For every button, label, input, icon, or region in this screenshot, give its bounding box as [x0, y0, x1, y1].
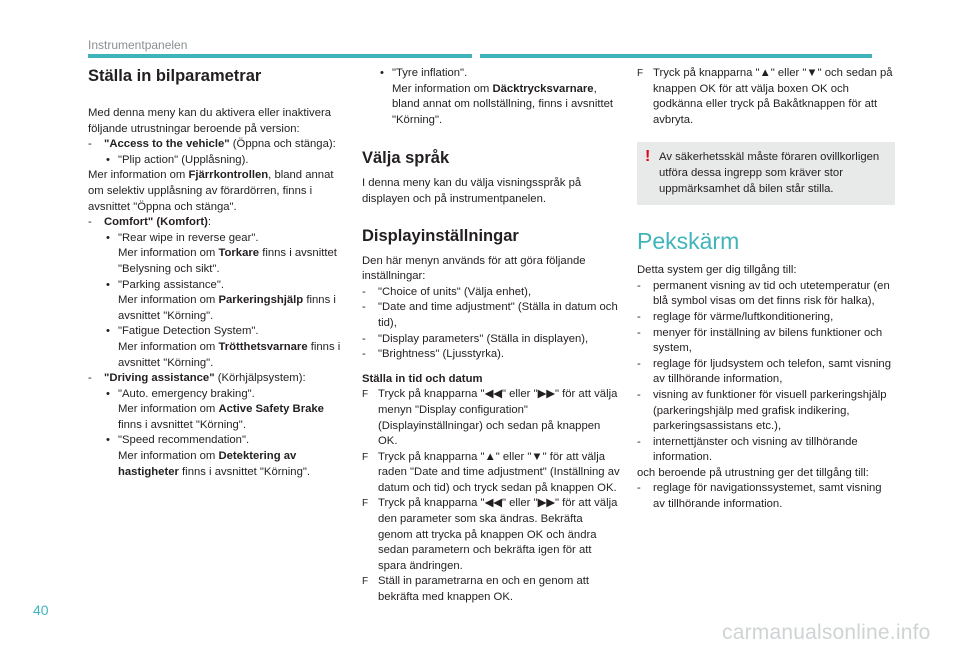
list-item-plip	[88, 153, 350, 169]
dash-marker: -	[88, 216, 92, 229]
page-number: 40	[33, 602, 49, 618]
header-divider-right	[480, 54, 872, 58]
step-item: F Tryck på knapparna "◀◀" eller "▶▶" för att välja den parameter som ska ändras. Bekräfta genom att trycka på knappen OK och ändra sedan parametern och bekräfta igen för att spara ändringen.	[362, 497, 618, 572]
plip-text: "Plip action" (Upplåsning).	[118, 153, 249, 166]
list-item-parking: • "Parking assistance". Mer information om Parkeringshjälp finns i avsnittet "Körning".	[106, 278, 336, 322]
step-marker-icon: F	[362, 389, 369, 401]
column-right	[637, 66, 893, 513]
step-item: F Tryck på knapparna "◀◀" eller "▶▶" för att välja menyn "Display configuration" (Displayinställningar) och sedan på knappen OK.	[362, 388, 618, 448]
access-desc: (Öppna och stänga):	[229, 138, 336, 151]
display-intro: Den här menyn används för att göra följande inställningar:	[362, 254, 586, 283]
list-item: - reglage för ljudsystem och telefon, samt visning av tillhörande information,	[637, 357, 891, 386]
extra-intro: och beroende på utrustning ger det tillgång till:	[637, 466, 869, 479]
list-item: - visning av funktioner för visuell parkeringshjälp (parkeringshjälp med grafisk indikering, parkeringsassistans etc.),	[637, 388, 887, 433]
bullet-marker: •	[106, 387, 110, 400]
section-label: Instrumentpanelen	[88, 38, 188, 52]
comfort-label: Comfort" (Komfort)	[104, 216, 208, 229]
list-item-speed: • "Speed recommendation". Mer information om Detektering av hastigheter finns i avsnittet "Körning".	[106, 434, 311, 478]
bullet-marker: •	[106, 278, 110, 291]
step-item: F Tryck på knapparna "▲" eller "▼" och sedan på knappen OK för att välja boxen OK och godkänna eller tryck på Bakåtknappen för att avbryta.	[637, 67, 893, 126]
list-item-tyre: • "Tyre inflation". Mer information om Däcktrycksvarnare, bland annat om nollställning, finns i avsnittet "Körning".	[380, 67, 614, 126]
warning-box	[637, 142, 895, 205]
bullet-marker: •	[106, 231, 110, 244]
intro-paragraph: Med denna meny kan du aktivera eller inaktivera följande utrustningar beroende på version:	[88, 107, 332, 135]
list-item: - "Choice of units" (Välja enhet),	[362, 285, 532, 298]
touch-intro: Detta system ger dig tillgång till:	[637, 264, 797, 277]
list-item: - reglage för navigationssystemet, samt visning av tillhörande information.	[637, 482, 882, 511]
heading-language: Välja språk	[362, 149, 450, 168]
list-item-rear-wipe: • "Rear wipe in reverse gear". Mer information om Torkare finns i avsnittet "Belysning och sikt".	[106, 231, 337, 275]
bullet-marker: •	[106, 434, 110, 447]
bullet-marker: •	[106, 153, 110, 166]
step-marker-icon: F	[362, 576, 369, 588]
bullet-marker: •	[380, 67, 384, 79]
step-marker-icon: F	[362, 498, 369, 510]
warning-icon: !	[645, 148, 651, 166]
list-item-driving: - "Driving assistance" (Körhjälpsystem):	[88, 371, 350, 387]
list-item: - reglage för värme/luftkonditionering,	[637, 310, 834, 323]
dash-marker: -	[88, 372, 92, 385]
dash-marker: -	[88, 138, 92, 151]
column-middle	[362, 66, 620, 606]
step-item: F Tryck på knapparna "▲" eller "▼" för att välja raden "Date and time adjustment" (Inställning av datum och tid) och tryck sedan på knappen OK.	[362, 450, 620, 494]
list-item-access	[88, 137, 350, 153]
list-item-fatigue: • "Fatigue Detection System". Mer information om Trötthetsvarnare finns i avsnittet "Körning".	[106, 325, 341, 369]
list-item: - menyer för inställning av bilens funktioner och system,	[637, 326, 883, 355]
list-item: - internettjänster och visning av tillhörande information.	[637, 435, 858, 464]
list-item-auto-brake: • "Auto. emergency braking". Mer information om Active Safety Brake finns i avsnittet "Körning".	[106, 387, 324, 431]
warning-text: Av säkerhetsskäl måste föraren ovillkorligen utföra dessa ingrepp som kräver stor uppmärksamhet då bilen står stilla.	[659, 151, 880, 195]
list-item: - "Date and time adjustment" (Ställa in datum och tid),	[362, 301, 618, 329]
remote-info: Mer information om Fjärrkontrollen, bland annat om selektiv upplåsning av förardörren, finns i avsnittet "Öppna och stänga".	[88, 169, 334, 213]
access-label: "Access to the vehicle"	[104, 138, 230, 151]
step-marker-icon: F	[362, 451, 369, 463]
list-item: - "Display parameters" (Ställa in displayen),	[362, 332, 589, 345]
watermark: carmanualsonline.info	[722, 621, 931, 644]
heading-touchscreen: Pekskärm	[637, 228, 740, 255]
step-marker-icon: F	[637, 68, 644, 79]
heading-display-settings: Displayinställningar	[362, 226, 519, 245]
list-item: - permanent visning av tid och utetemperatur (en blå symbol visas om det finns risk för halka),	[637, 279, 890, 308]
column-left	[88, 66, 350, 480]
language-text: I denna meny kan du välja visningsspråk på displayen och på instrumentpanelen.	[362, 177, 582, 205]
header-divider-left	[88, 54, 472, 58]
heading-vehicle-parameters: Ställa in bilparametrar	[88, 67, 262, 85]
step-item: F Ställ in parametrarna en och en genom att bekräfta med knappen OK.	[362, 575, 590, 604]
list-item-comfort: - Comfort" (Komfort):	[88, 215, 350, 231]
list-item: - "Brightness" (Ljusstyrka).	[362, 348, 505, 361]
heading-date-time: Ställa in tid och datum	[362, 372, 483, 385]
bullet-marker: •	[106, 325, 110, 338]
driving-label: "Driving assistance"	[104, 372, 215, 385]
